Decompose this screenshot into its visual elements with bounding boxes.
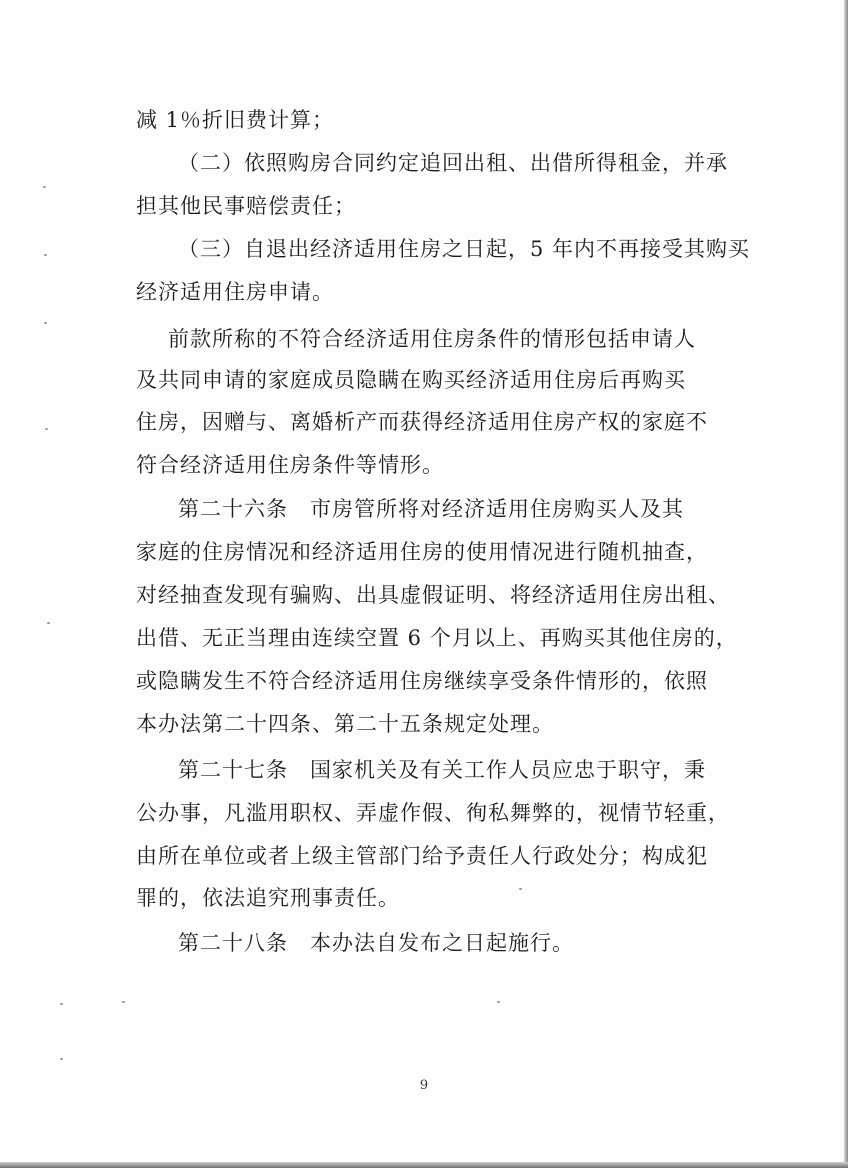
text-line-3: 担其他民事赔偿责任； (136, 194, 356, 218)
text-line-12: 对经抽查发现有骗购、出具虚假证明、将经济适用住房出租、 (136, 583, 730, 607)
text-line-15: 本办法第二十四条、第二十五条规定处理。 (136, 712, 554, 736)
scan-speck (60, 1003, 63, 1005)
text-line-10: 第二十六条 市房管所将对经济适用住房购买人及其 (178, 497, 684, 521)
text-line-1: 减 1％折旧费计算； (136, 108, 335, 132)
text-line-2: （二）依照购房合同约定追回出租、出借所得租金，并承 (178, 151, 728, 175)
text-line-16: 第二十七条 国家机关及有关工作人员应忠于职守，秉 (178, 758, 706, 782)
scan-edge-bottom (0, 1162, 848, 1168)
text-line-6: 前款所称的不符合经济适用住房条件的情形包括申请人 (168, 327, 696, 351)
scan-speck (44, 322, 47, 324)
scan-speck (122, 1001, 125, 1003)
text-line-4: （三）自退出经济适用住房之日起，5 年内不再接受其购买 (178, 237, 751, 261)
text-line-5: 经济适用住房申请。 (136, 280, 334, 304)
text-line-18: 由所在单位或者上级主管部门给予责任人行政处分；构成犯 (136, 844, 708, 868)
scan-edge-right (844, 0, 848, 1168)
text-line-14: 或隐瞒发生不符合经济适用住房继续享受条件情形的，依照 (136, 669, 708, 693)
text-line-13: 出借、无正当理由连续空置 6 个月以上、再购买其他住房的， (136, 626, 738, 650)
text-line-19: 罪的，依法追究刑事责任。 (136, 886, 400, 910)
text-line-17: 公办事，凡滥用职权、弄虚作假、徇私舞弊的，视情节轻重， (136, 801, 730, 825)
scan-speck (44, 254, 47, 256)
page-number: 9 (419, 1078, 429, 1093)
scan-speck (45, 428, 48, 430)
scan-speck (47, 622, 50, 624)
text-line-20: 第二十八条 本办法自发布之日起施行。 (178, 931, 574, 955)
text-line-9: 符合经济适用住房条件等情形。 (136, 453, 444, 477)
scan-speck (497, 1001, 500, 1003)
scan-speck (43, 186, 46, 188)
scan-speck (60, 1058, 63, 1060)
text-line-8: 住房，因赠与、离婚析产而获得经济适用住房产权的家庭不 (136, 410, 708, 434)
scan-speck (519, 888, 522, 890)
text-line-7: 及共同申请的家庭成员隐瞒在购买经济适用住房后再购买 (136, 368, 686, 392)
text-line-11: 家庭的住房情况和经济适用住房的使用情况进行随机抽查， (136, 540, 708, 564)
